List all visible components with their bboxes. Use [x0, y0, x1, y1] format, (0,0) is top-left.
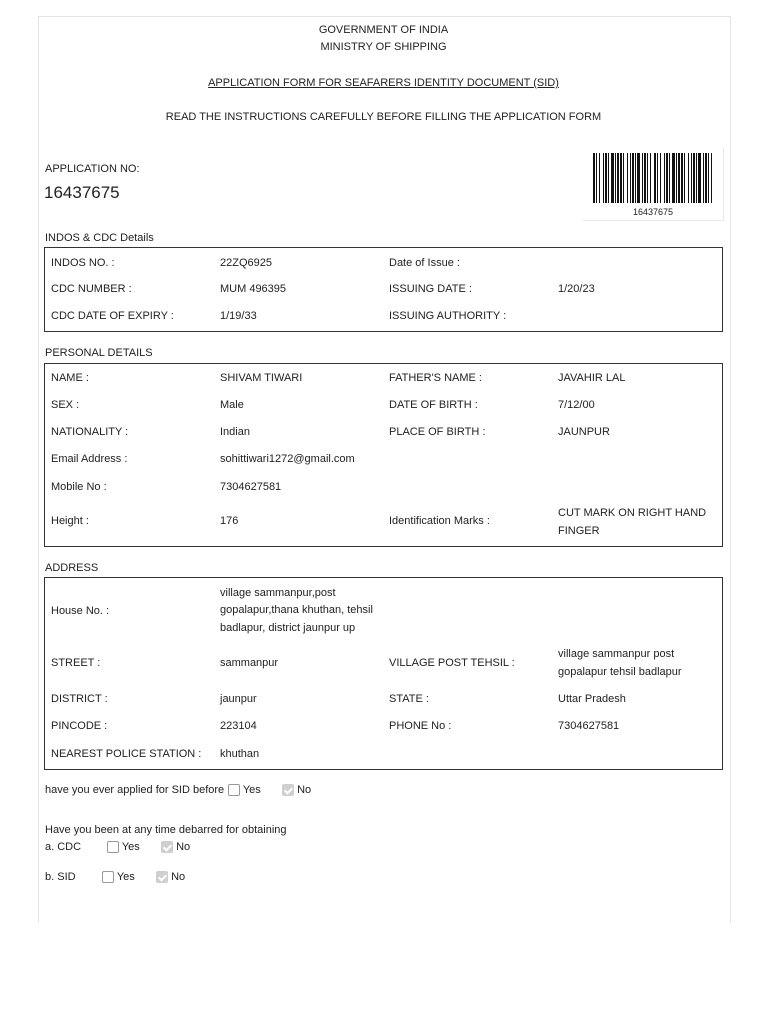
house-no-value-3: badlapur, district jaunpur up: [220, 622, 356, 634]
application-no-value: 16437675: [44, 183, 120, 202]
sid-debarred-yes-label: Yes: [116, 871, 135, 883]
barcode-bar: [666, 153, 668, 203]
barcode-number: 16437675: [632, 207, 674, 217]
sid-row-label: b. SID: [45, 871, 76, 883]
personal-box: [44, 363, 723, 547]
barcode-bar: [708, 153, 709, 203]
mobile-value: 7304627581: [220, 481, 282, 493]
barcode-bar: [676, 153, 677, 203]
sid-debarred-yes-checkbox[interactable]: [102, 871, 114, 883]
sid-before-text: have you ever applied for SID before: [45, 784, 225, 796]
form-title: APPLICATION FORM FOR SEAFARERS IDENTITY DOCUMENT (SID): [208, 77, 559, 89]
identification-marks-value-2: FINGER: [558, 525, 600, 537]
barcode-bar: [637, 153, 640, 203]
issuing-date-label: ISSUING DATE :: [389, 283, 472, 295]
personal-section-title: PERSONAL DETAILS: [45, 347, 153, 359]
sid-before-yes-label: Yes: [242, 784, 261, 796]
barcode-bar: [620, 153, 622, 203]
house-no-label: House No. :: [51, 605, 110, 617]
father-name-label: FATHER'S NAME :: [389, 372, 482, 384]
date-of-issue-label: Date of Issue :: [389, 257, 460, 269]
barcode-bar: [593, 153, 595, 203]
sid-debarred-no-option[interactable]: [156, 871, 185, 883]
identification-marks-label: Identification Marks :: [389, 515, 490, 527]
nationality-value: Indian: [220, 426, 250, 438]
district-label: DISTRICT :: [51, 693, 108, 705]
application-no-label: APPLICATION NO:: [45, 163, 140, 175]
barcode-bar: [684, 153, 685, 203]
email-label: Email Address :: [51, 453, 128, 465]
cdc-debarred-no-label: No: [176, 841, 191, 853]
village-post-tehsil-value-1: village sammanpur post: [558, 648, 675, 660]
gov-title: GOVERNMENT OF INDIA: [318, 24, 449, 36]
identification-marks-value-1: CUT MARK ON RIGHT HAND: [558, 507, 707, 519]
sex-label: SEX :: [51, 399, 80, 411]
address-section-title: ADDRESS: [45, 562, 99, 574]
dob-label: DATE OF BIRTH :: [389, 399, 478, 411]
barcode-bar: [615, 153, 616, 203]
house-no-value-2: gopalapur,thana khuthan, tehsil: [220, 604, 373, 616]
barcode-bar: [688, 153, 689, 203]
barcode-bar: [696, 153, 697, 203]
police-station-value: khuthan: [220, 748, 260, 760]
height-label: Height :: [51, 515, 89, 527]
barcode-bar: [632, 153, 634, 203]
village-post-tehsil-value-2: gopalapur tehsil badlapur: [558, 666, 682, 678]
name-label: NAME :: [51, 372, 89, 384]
ministry-title: MINISTRY OF SHIPPING: [320, 41, 447, 53]
pincode-label: PINCODE :: [51, 720, 108, 732]
cdc-debarred-yes-label: Yes: [121, 841, 140, 853]
barcode-bar: [691, 153, 692, 203]
phone-label: PHONE No :: [389, 720, 452, 732]
barcode-bar: [672, 153, 675, 203]
instruction-text: READ THE INSTRUCTIONS CAREFULLY BEFORE FILLING THE APPLICATION FORM: [165, 111, 602, 123]
mobile-label: Mobile No :: [51, 481, 107, 493]
barcode-bar: [711, 153, 712, 203]
sex-value: Male: [220, 399, 244, 411]
sid-before-yes-option[interactable]: [228, 784, 261, 796]
barcode-bar: [705, 153, 707, 203]
barcode-bar: [669, 153, 670, 203]
sid-before-no-label: No: [297, 784, 312, 796]
indos-no-label: INDOS NO. :: [51, 257, 115, 269]
barcode-bar: [611, 153, 614, 203]
barcode-bar: [635, 153, 636, 203]
cdc-debarred-yes-option[interactable]: [107, 841, 140, 853]
cdc-debarred-no-checkbox[interactable]: [161, 841, 173, 853]
barcode-bar: [644, 153, 646, 203]
nationality-label: NATIONALITY :: [51, 426, 129, 438]
barcode-bar: [623, 153, 624, 203]
house-no-value-1: village sammanpur,post: [220, 587, 336, 599]
issuing-date-value: 1/20/23: [558, 283, 595, 295]
sid-before-question: [45, 784, 224, 796]
form-title-wrap: [38, 77, 729, 89]
barcode-bar: [693, 153, 695, 203]
cdc-expiry-label: CDC DATE OF EXPIRY :: [51, 310, 174, 322]
issuing-authority-label: ISSUING AUTHORITY :: [389, 310, 507, 322]
barcode-bar: [681, 153, 683, 203]
address-box: [44, 577, 723, 770]
street-label: STREET :: [51, 657, 101, 669]
barcode-bar: [698, 153, 701, 203]
email-value: sohittiwari1272@gmail.com: [220, 453, 355, 465]
cdc-debarred-no-option[interactable]: [161, 841, 190, 853]
barcode-bar: [627, 153, 628, 203]
place-of-birth-value: JAUNPUR: [558, 426, 610, 438]
indos-section-title: INDOS & CDC Details: [45, 232, 154, 244]
sid-before-no-checkbox[interactable]: [282, 784, 294, 796]
sid-debarred-no-label: No: [171, 871, 186, 883]
cdc-row-label: a. CDC: [45, 841, 82, 853]
sid-before-no-option[interactable]: [282, 784, 311, 796]
dob-value: 7/12/00: [558, 399, 595, 411]
police-station-label: NEAREST POLICE STATION :: [51, 748, 202, 760]
barcode-bar: [596, 153, 597, 203]
barcode-bar: [599, 153, 600, 203]
indos-no-value: 22ZQ6925: [220, 257, 272, 269]
barcode-bar: [642, 153, 643, 203]
barcode-bar: [650, 153, 651, 203]
district-value: jaunpur: [220, 693, 257, 705]
height-value: 176: [220, 515, 239, 527]
place-of-birth-label: PLACE OF BIRTH :: [389, 426, 486, 438]
indos-box: [44, 247, 723, 332]
state-value: Uttar Pradesh: [558, 693, 626, 705]
father-name-value: JAVAHIR LAL: [558, 372, 626, 384]
cdc-expiry-value: 1/19/33: [220, 310, 257, 322]
sid-before-yes-checkbox[interactable]: [228, 784, 240, 796]
barcode-bar: [608, 153, 609, 203]
barcode-bar: [657, 153, 658, 203]
sid-debarred-yes-option[interactable]: [102, 871, 135, 883]
cdc-number-value: MUM 496395: [220, 283, 287, 295]
barcode-bar: [678, 153, 680, 203]
barcode-bar: [605, 153, 607, 203]
barcode-bar: [664, 153, 665, 203]
cdc-debarred-yes-checkbox[interactable]: [107, 841, 119, 853]
phone-value: 7304627581: [558, 720, 620, 732]
state-label: STATE :: [389, 693, 429, 705]
barcode-bar: [654, 153, 656, 203]
sid-debarred-no-checkbox[interactable]: [156, 871, 168, 883]
barcode-bar: [630, 153, 631, 203]
cdc-number-label: CDC NUMBER :: [51, 283, 132, 295]
barcode-image: [593, 153, 715, 203]
barcode-bar: [647, 153, 648, 203]
barcode-bar: [660, 153, 661, 203]
barcode-bar: [603, 153, 604, 203]
street-value: sammanpur: [220, 657, 279, 669]
village-post-tehsil-label: VILLAGE POST TEHSIL :: [389, 657, 515, 669]
name-value: SHIVAM TIWARI: [220, 372, 303, 384]
barcode-bar: [703, 153, 704, 203]
pincode-value: 223104: [220, 720, 257, 732]
barcode-bar: [617, 153, 619, 203]
debarred-question: Have you been at any time debarred for obtaining: [45, 824, 287, 836]
